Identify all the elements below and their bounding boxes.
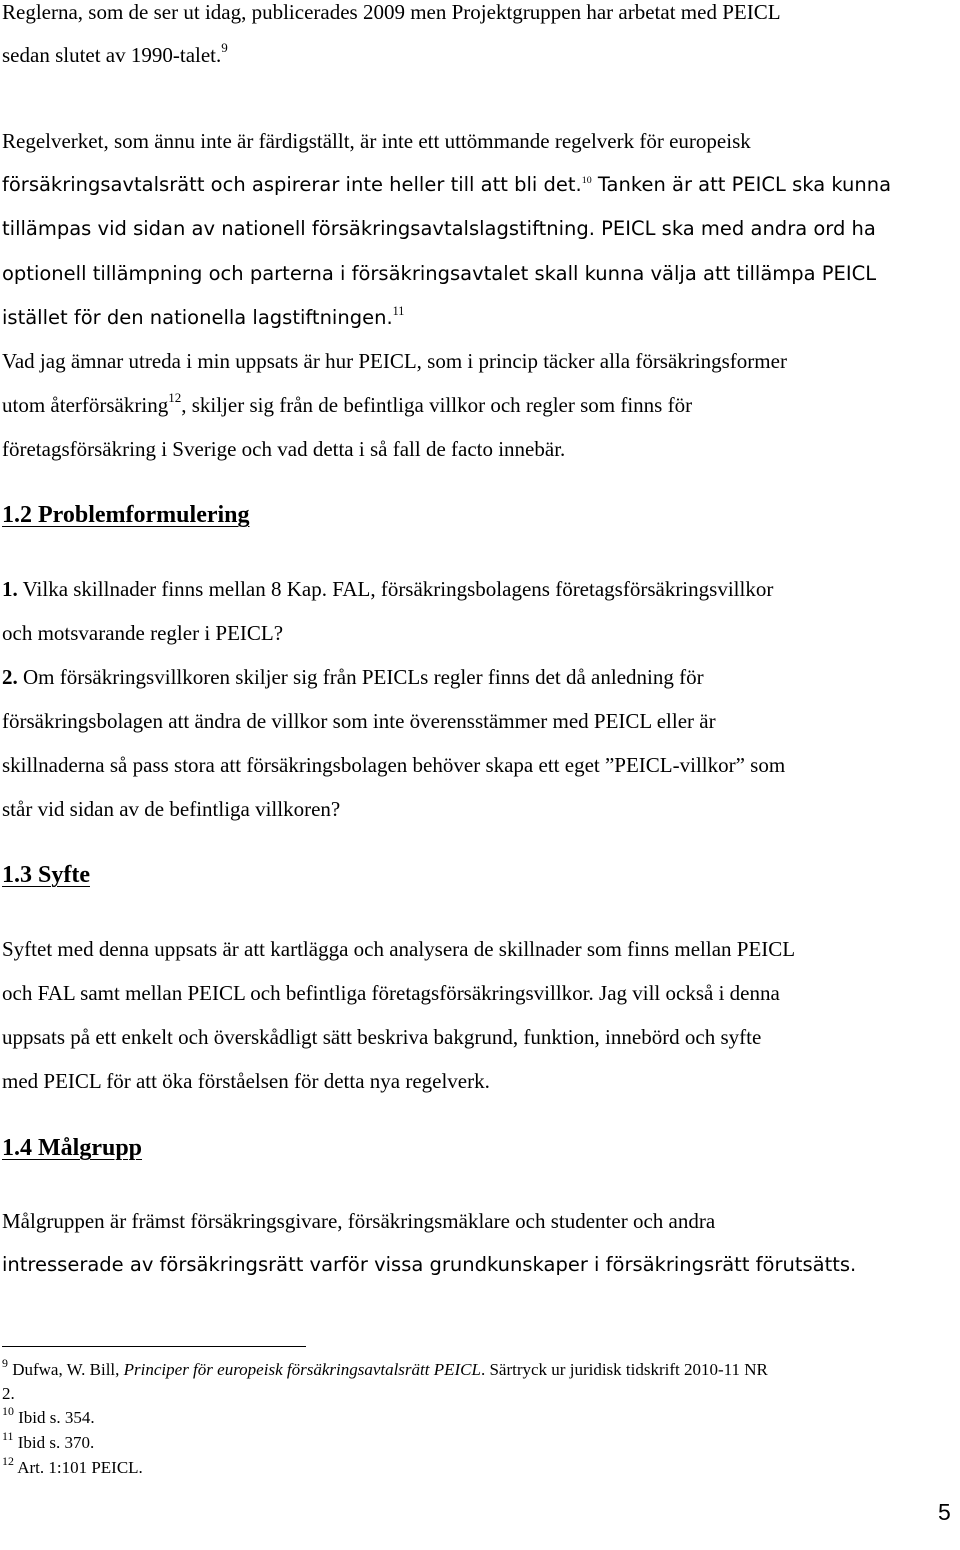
footnote-10 [2,1403,95,1428]
text-run: försäkringsavtalsrätt och aspirerar inte heller till att bli det. [2,173,582,196]
paragraph-line [2,128,751,154]
question-number: 2. [2,665,18,689]
question-line [2,620,283,646]
footnote-number: 12 [2,1453,14,1468]
footnote-9 [2,1355,768,1380]
question-line [2,664,704,690]
footnote-separator [2,1346,306,1347]
footnote-ref[interactable]: 9 [221,40,228,56]
paragraph-line [2,1252,856,1278]
paragraph-line [2,261,876,287]
footnote-text: Ibid s. 370. [13,1433,95,1452]
text-run: istället för den nationella lagstiftningen. [2,306,393,329]
text-run: företagsförsäkring i Sverige och vad detta i så fall de facto innebär. [2,437,566,461]
paragraph-line [2,936,795,962]
text-run: uppsats på ett enkelt och överskådligt sätt beskriva bakgrund, funktion, innebörd och syfte [2,1025,762,1049]
paragraph-line [2,1024,761,1050]
question-line [2,796,340,822]
text-run: Syftet med denna uppsats är att kartlägga och analysera de skillnader som finns mellan PEICL [2,937,796,961]
paragraph-line [2,172,891,200]
section-heading-target: 1.4 Målgrupp [2,1135,143,1161]
text-run: , skiljer sig från de befintliga villkor och regler som finns för [181,393,693,417]
text-run: Reglerna, som de ser ut idag, publicerades 2009 men Projektgruppen har arbetat med PEICL [2,0,781,24]
footnote-ref[interactable]: 10 [581,175,592,187]
footnote-number: 11 [2,1428,14,1443]
text-run: optionell tillämpning och parterna i försäkringsavtalet skall kunna välja att tillämpa PEICL [2,262,877,285]
footnote-text: Ibid s. 354. [13,1408,95,1427]
text-run: står vid sidan av de befintliga villkoren? [2,797,341,821]
paragraph-line [2,392,692,418]
footnote-text: Dufwa, W. Bill, [7,1360,124,1379]
text-run: och FAL samt mellan PEICL och befintliga företagsförsäkringsvillkor. [2,981,594,1005]
text-run: och motsvarande regler i PEICL? [2,621,284,645]
question-line [2,752,785,778]
paragraph-line [2,0,781,25]
footnote-ref[interactable]: 12 [168,390,182,406]
text-run: Jag vill också i denna [593,981,780,1005]
footnote-ref[interactable]: 11 [392,303,405,318]
text-run: med PEICL för att öka förståelsen för detta nya regelverk. [2,1069,490,1093]
text-run: Vad jag ämnar utreda i min uppsats är hur PEICL, som i princip täcker alla försäkringsformer [2,349,787,373]
text-run: PEICL ska med andra ord ha [594,217,876,240]
footnote-text: Art. 1:101 PEICL. [13,1458,143,1477]
question-number: 1. [2,577,18,601]
footnote-title: Principer för europeisk försäkringsavtalsrätt PEICL [123,1360,481,1379]
text-run: Vilka skillnader finns mellan 8 Kap. FAL, försäkringsbolagens företagsförsäkringsvillkor [17,577,774,601]
paragraph-line [2,980,780,1006]
question-line [2,576,773,602]
paragraph-line [2,1068,490,1094]
text-run: utom återförsäkring [2,393,169,417]
question-line [2,708,716,734]
section-heading-purpose: 1.3 Syfte [2,862,90,888]
text-run: Målgruppen är främst försäkringsgivare, försäkringsmäklare och studenter och andra [2,1209,716,1233]
footnote-9-continuation: 2. [2,1384,15,1403]
page-number: 5 [938,1499,951,1525]
text-run: intresserade av försäkringsrätt varför vissa grundkunskaper i försäkringsrätt förutsätts. [2,1253,857,1276]
paragraph-line [2,216,876,244]
paragraph-line [2,348,787,374]
paragraph-line [2,42,228,68]
text-run: tillämpas vid sidan av nationell försäkringsavtalslagstiftning. [2,217,595,240]
paragraph-line [2,305,404,331]
footnote-number: 10 [2,1403,14,1418]
text-run: Regelverket, som ännu inte är färdigställt, är inte ett uttömmande regelverk för europeisk [2,129,751,153]
text-run: försäkringsbolagen att ändra de villkor som inte överensstämmer med PEICL eller är [2,709,716,733]
text-run: skillnaderna så pass stora att försäkringsbolagen behöver skapa ett eget ”PEICL-villkor” som [2,753,786,777]
paragraph-line [2,1208,715,1234]
footnote-text: . Särtryck ur juridisk tidskrift 2010-11 NR [480,1360,768,1379]
footnote-12 [2,1453,143,1478]
footnote-number: 9 [2,1355,8,1370]
paragraph-line [2,436,565,462]
text-run: Tanken är att PEICL ska kunna [591,173,892,196]
text-run: Om försäkringsvillkoren skiljer sig från PEICLs regler finns det då anledning för [17,665,704,689]
text-run: sedan slutet av 1990-talet. [2,43,222,67]
footnote-11 [2,1428,95,1453]
section-heading-problem: 1.2 Problemformulering [2,502,250,528]
